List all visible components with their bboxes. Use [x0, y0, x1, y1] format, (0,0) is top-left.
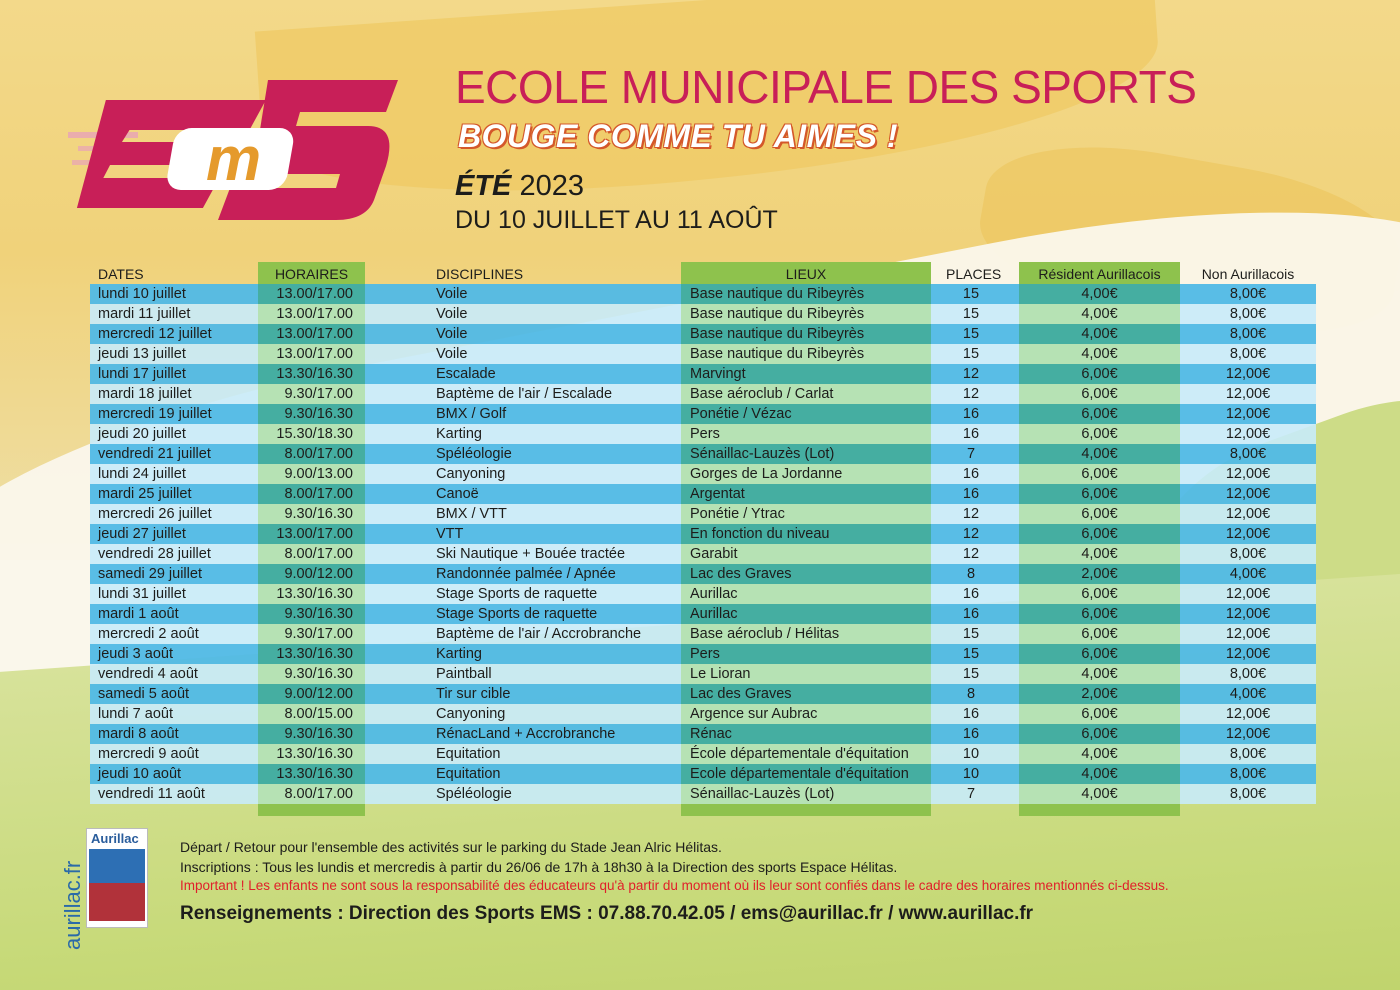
cell-horaires: 13.00/17.00: [276, 306, 353, 322]
table-row: [90, 704, 1316, 724]
cell-lieu: Ponétie / Ytrac: [690, 506, 785, 522]
cell-lieu: Argence sur Aubrac: [690, 706, 818, 722]
cell-non-resident-price: 4,00€: [1229, 686, 1267, 702]
cell-non-resident-price: 12,00€: [1225, 626, 1271, 642]
aurillac-logo-name: Aurillac: [91, 831, 139, 846]
cell-discipline: Equitation: [436, 746, 501, 762]
cell-resident-price: 6,00€: [1081, 386, 1118, 402]
slogan: BOUGE COMME TU AIMES !: [458, 118, 899, 154]
cell-resident-price: 6,00€: [1081, 726, 1118, 742]
cell-non-resident-price: 8,00€: [1229, 786, 1267, 802]
cell-resident-price: 6,00€: [1081, 606, 1118, 622]
table-row: [90, 344, 1316, 364]
table-row: [90, 544, 1316, 564]
info-departure: Départ / Retour pour l'ensemble des activités sur le parking du Stade Jean Alric Hélitas.: [180, 839, 722, 855]
cell-lieu: Aurillac: [690, 606, 738, 622]
season-line: [455, 170, 584, 203]
cell-non-resident-price: 8,00€: [1229, 446, 1267, 462]
cell-horaires: 13.00/17.00: [276, 346, 353, 362]
cell-resident-price: 4,00€: [1081, 546, 1118, 562]
info-important: Important ! Les enfants ne sont sous la responsabilité des éducateurs qu'à partir du moment où ils leur sont confiés dans le cadre des horaires mentionnés ci-dessus.: [180, 878, 1169, 893]
cell-discipline: RénacLand + Accrobranche: [436, 726, 616, 742]
cell-non-resident-price: 12,00€: [1225, 426, 1271, 442]
cell-resident-price: 4,00€: [1081, 346, 1118, 362]
cell-horaires: 13.00/17.00: [276, 286, 353, 302]
cell-places: 16: [962, 426, 980, 442]
cell-non-resident-price: 12,00€: [1225, 586, 1271, 602]
cell-places: 7: [966, 786, 976, 802]
cell-horaires: 13.30/16.30: [276, 646, 353, 662]
header-places: PLACES: [946, 266, 1002, 282]
table-row: [90, 664, 1316, 684]
cell-places: 16: [962, 486, 980, 502]
cell-places: 8: [966, 566, 976, 582]
cell-date: jeudi 20 juillet: [98, 426, 186, 442]
cell-discipline: Spéléologie: [436, 786, 512, 802]
cell-horaires: 8.00/17.00: [284, 486, 353, 502]
cell-lieu: Base nautique du Ribeyrès: [690, 306, 865, 322]
table-row: [90, 324, 1316, 344]
table-header: [90, 262, 1316, 284]
cell-date: mardi 1 août: [98, 606, 179, 622]
table-row: [90, 604, 1316, 624]
table-row: [90, 644, 1316, 664]
cell-date: lundi 31 juillet: [98, 586, 186, 602]
cell-discipline: Stage Sports de raquette: [436, 586, 598, 602]
cell-non-resident-price: 12,00€: [1225, 406, 1271, 422]
cell-discipline: Baptème de l'air / Escalade: [436, 386, 613, 402]
table-row: [90, 504, 1316, 524]
cell-places: 10: [962, 746, 980, 762]
cell-non-resident-price: 12,00€: [1225, 386, 1271, 402]
table-row: [90, 464, 1316, 484]
cell-places: 12: [962, 546, 980, 562]
cell-date: jeudi 3 août: [98, 646, 173, 662]
cell-places: 10: [962, 766, 980, 782]
cell-lieu: Pers: [690, 426, 720, 442]
table-row: [90, 744, 1316, 764]
info-registration: Inscriptions : Tous les lundis et mercredis à partir du 26/06 de 17h à 18h30 à la Direction des sports Espace Hélitas.: [180, 859, 898, 875]
header-non-resident: Non Aurillacois: [1201, 266, 1295, 282]
cell-lieu: Lac des Graves: [690, 686, 792, 702]
cell-lieu: Base nautique du Ribeyrès: [690, 346, 865, 362]
cell-resident-price: 2,00€: [1081, 686, 1118, 702]
cell-non-resident-price: 12,00€: [1225, 526, 1271, 542]
cell-lieu: Base nautique du Ribeyrès: [690, 326, 865, 342]
cell-lieu: Le Lioran: [690, 666, 751, 682]
cell-date: lundi 7 août: [98, 706, 173, 722]
table-row: [90, 304, 1316, 324]
cell-resident-price: 4,00€: [1081, 446, 1118, 462]
cell-resident-price: 4,00€: [1081, 786, 1118, 802]
table-row: [90, 684, 1316, 704]
cell-places: 7: [966, 446, 976, 462]
cell-resident-price: 6,00€: [1081, 526, 1118, 542]
cell-non-resident-price: 12,00€: [1225, 726, 1271, 742]
cell-discipline: VTT: [436, 526, 464, 542]
cell-non-resident-price: 8,00€: [1229, 326, 1267, 342]
cell-discipline: Voile: [436, 306, 468, 322]
cell-date: lundi 10 juillet: [98, 286, 186, 302]
cell-places: 15: [962, 326, 980, 342]
cell-resident-price: 6,00€: [1081, 366, 1118, 382]
aurillac-city-logo: [86, 828, 148, 928]
cell-resident-price: 4,00€: [1081, 306, 1118, 322]
cell-date: mardi 8 août: [98, 726, 179, 742]
cell-date: samedi 29 juillet: [98, 566, 202, 582]
cell-non-resident-price: 8,00€: [1229, 346, 1267, 362]
cell-lieu: En fonction du niveau: [690, 526, 830, 542]
cell-date: mardi 25 juillet: [98, 486, 192, 502]
cell-discipline: Spéléologie: [436, 446, 512, 462]
cell-lieu: Base aéroclub / Hélitas: [690, 626, 840, 642]
cell-horaires: 8.00/15.00: [284, 706, 353, 722]
cell-discipline: Stage Sports de raquette: [436, 606, 598, 622]
cell-non-resident-price: 8,00€: [1229, 746, 1267, 762]
header-disciplines: DISCIPLINES: [436, 266, 524, 282]
cell-resident-price: 4,00€: [1081, 666, 1118, 682]
aurillac-url-text: aurillac.fr: [60, 860, 85, 950]
cell-discipline: Canoë: [436, 486, 479, 502]
cell-date: mercredi 9 août: [98, 746, 199, 762]
cell-places: 16: [962, 586, 980, 602]
cell-places: 15: [962, 666, 980, 682]
cell-places: 16: [962, 706, 980, 722]
cell-lieu: Argentat: [690, 486, 745, 502]
cell-lieu: Ponétie / Vézac: [690, 406, 792, 422]
cell-date: mercredi 2 août: [98, 626, 199, 642]
table-row: [90, 784, 1316, 804]
cell-lieu: Aurillac: [690, 586, 738, 602]
cell-discipline: Karting: [436, 646, 482, 662]
cell-lieu: Sénaillac-Lauzès (Lot): [690, 446, 835, 462]
cell-places: 16: [962, 606, 980, 622]
cell-date: vendredi 21 juillet: [98, 446, 211, 462]
cell-places: 15: [962, 346, 980, 362]
cell-places: 16: [962, 406, 980, 422]
cell-places: 8: [966, 686, 976, 702]
cell-horaires: 9.00/12.00: [284, 566, 353, 582]
cell-non-resident-price: 12,00€: [1225, 706, 1271, 722]
cell-horaires: 8.00/17.00: [284, 786, 353, 802]
svg-text:m: m: [206, 125, 262, 194]
cell-horaires: 13.30/16.30: [276, 746, 353, 762]
cell-lieu: Sénaillac-Lauzès (Lot): [690, 786, 835, 802]
cell-places: 15: [962, 626, 980, 642]
cell-non-resident-price: 12,00€: [1225, 646, 1271, 662]
cell-discipline: Voile: [436, 346, 468, 362]
cell-discipline: Baptème de l'air / Accrobranche: [436, 626, 642, 642]
cell-resident-price: 6,00€: [1081, 506, 1118, 522]
cell-horaires: 9.00/13.00: [284, 466, 353, 482]
cell-horaires: 13.30/16.30: [276, 586, 353, 602]
cell-resident-price: 6,00€: [1081, 466, 1118, 482]
cell-places: 12: [962, 506, 980, 522]
cell-discipline: BMX / Golf: [436, 406, 507, 422]
cell-horaires: 8.00/17.00: [284, 546, 353, 562]
table-row: [90, 724, 1316, 744]
table-row: [90, 384, 1316, 404]
cell-lieu: Base aéroclub / Carlat: [690, 386, 834, 402]
cell-resident-price: 6,00€: [1081, 626, 1118, 642]
cell-discipline: Ski Nautique + Bouée tractée: [436, 546, 626, 562]
cell-horaires: 8.00/17.00: [284, 446, 353, 462]
cell-date: mercredi 12 juillet: [98, 326, 212, 342]
table-row: [90, 364, 1316, 384]
table-row: [90, 764, 1316, 784]
cell-places: 16: [962, 466, 980, 482]
cell-horaires: 13.00/17.00: [276, 326, 353, 342]
cell-lieu: Base nautique du Ribeyrès: [690, 286, 865, 302]
cell-horaires: 15.30/18.30: [276, 426, 353, 442]
cell-date: mercredi 26 juillet: [98, 506, 212, 522]
table-row: [90, 484, 1316, 504]
table-row: [90, 284, 1316, 304]
cell-lieu: Lac des Graves: [690, 566, 792, 582]
cell-horaires: 9.30/16.30: [284, 606, 353, 622]
cell-discipline: Randonnée palmée / Apnée: [436, 566, 616, 582]
cell-discipline: Karting: [436, 426, 482, 442]
cell-horaires: 9.30/16.30: [284, 666, 353, 682]
cell-horaires: 9.30/16.30: [284, 726, 353, 742]
cell-discipline: Paintball: [436, 666, 492, 682]
cell-discipline: Equitation: [436, 766, 501, 782]
cell-places: 15: [962, 306, 980, 322]
cell-discipline: Voile: [436, 286, 468, 302]
cell-date: jeudi 10 août: [98, 766, 182, 782]
cell-lieu: Ecole départementale d'équitation: [690, 766, 909, 782]
cell-horaires: 9.30/17.00: [284, 386, 353, 402]
cell-horaires: 9.30/16.30: [284, 406, 353, 422]
cell-resident-price: 6,00€: [1081, 486, 1118, 502]
cell-resident-price: 4,00€: [1081, 326, 1118, 342]
header-dates: DATES: [98, 266, 144, 282]
contact-line: Renseignements : Direction des Sports EMS : 07.88.70.42.05 / ems@aurillac.fr / www.aurillac.fr: [180, 903, 1034, 924]
cell-discipline: Escalade: [436, 366, 496, 382]
cell-non-resident-price: 8,00€: [1229, 666, 1267, 682]
cell-lieu: Marvingt: [690, 366, 746, 382]
cell-horaires: 13.30/16.30: [276, 366, 353, 382]
cell-lieu: Garabit: [690, 546, 738, 562]
cell-resident-price: 4,00€: [1081, 286, 1118, 302]
cell-date: vendredi 4 août: [98, 666, 198, 682]
cell-non-resident-price: 8,00€: [1229, 766, 1267, 782]
table-row: [90, 424, 1316, 444]
cell-resident-price: 4,00€: [1081, 746, 1118, 762]
cell-horaires: 9.00/12.00: [284, 686, 353, 702]
page-title: ECOLE MUNICIPALE DES SPORTS: [455, 61, 1197, 113]
cell-places: 12: [962, 526, 980, 542]
table-row: [90, 624, 1316, 644]
cell-date: jeudi 13 juillet: [98, 346, 186, 362]
period: DU 10 JUILLET AU 11 AOÛT: [455, 206, 778, 234]
cell-non-resident-price: 12,00€: [1225, 466, 1271, 482]
cell-horaires: 13.30/16.30: [276, 766, 353, 782]
cell-lieu: Pers: [690, 646, 720, 662]
cell-date: mardi 11 juillet: [98, 306, 191, 322]
cell-horaires: 13.00/17.00: [276, 526, 353, 542]
cell-resident-price: 2,00€: [1081, 566, 1118, 582]
cell-horaires: 9.30/16.30: [284, 506, 353, 522]
cell-resident-price: 6,00€: [1081, 426, 1118, 442]
cell-non-resident-price: 12,00€: [1225, 606, 1271, 622]
cell-discipline: Canyoning: [436, 466, 506, 482]
table-row: [90, 524, 1316, 544]
cell-date: lundi 24 juillet: [98, 466, 186, 482]
cell-non-resident-price: 8,00€: [1229, 306, 1267, 322]
table-row: [90, 584, 1316, 604]
cell-discipline: Voile: [436, 326, 468, 342]
cell-places: 12: [962, 366, 980, 382]
cell-date: samedi 5 août: [98, 686, 190, 702]
cell-date: vendredi 28 juillet: [98, 546, 211, 562]
cell-places: 12: [962, 386, 980, 402]
table-row: [90, 444, 1316, 464]
cell-date: mardi 18 juillet: [98, 386, 192, 402]
cell-non-resident-price: 12,00€: [1225, 486, 1271, 502]
aurillac-url-vertical: [60, 830, 85, 950]
cell-date: jeudi 27 juillet: [98, 526, 186, 542]
header-resident: Résident Aurillacois: [1038, 266, 1161, 282]
cell-date: lundi 17 juillet: [98, 366, 186, 382]
cell-resident-price: 6,00€: [1081, 406, 1118, 422]
cell-places: 15: [962, 286, 980, 302]
header-lieux: LIEUX: [785, 266, 827, 282]
cell-places: 16: [962, 726, 980, 742]
cell-discipline: Canyoning: [436, 706, 506, 722]
cell-discipline: BMX / VTT: [436, 506, 507, 522]
table-row: [90, 564, 1316, 584]
header-horaires: HORAIRES: [274, 266, 349, 282]
cell-lieu: École départementale d'équitation: [690, 746, 909, 762]
cell-non-resident-price: 8,00€: [1229, 546, 1267, 562]
cell-lieu: Rénac: [690, 726, 732, 742]
cell-discipline: Tir sur cible: [436, 686, 511, 702]
cell-non-resident-price: 12,00€: [1225, 366, 1271, 382]
season-year: 2023: [519, 170, 584, 202]
table-row: [90, 404, 1316, 424]
cell-resident-price: 6,00€: [1081, 706, 1118, 722]
ems-logo: [68, 70, 398, 235]
season-label: ÉTÉ: [455, 170, 512, 202]
cell-date: mercredi 19 juillet: [98, 406, 212, 422]
cell-resident-price: 4,00€: [1081, 766, 1118, 782]
cell-resident-price: 6,00€: [1081, 586, 1118, 602]
cell-lieu: Gorges de La Jordanne: [690, 466, 843, 482]
cell-places: 15: [962, 646, 980, 662]
table-body: [90, 284, 1316, 804]
cell-date: vendredi 11 août: [98, 786, 205, 802]
cell-non-resident-price: 4,00€: [1229, 566, 1267, 582]
cell-non-resident-price: 12,00€: [1225, 506, 1271, 522]
cell-resident-price: 6,00€: [1081, 646, 1118, 662]
cell-horaires: 9.30/17.00: [284, 626, 353, 642]
cell-non-resident-price: 8,00€: [1229, 286, 1267, 302]
